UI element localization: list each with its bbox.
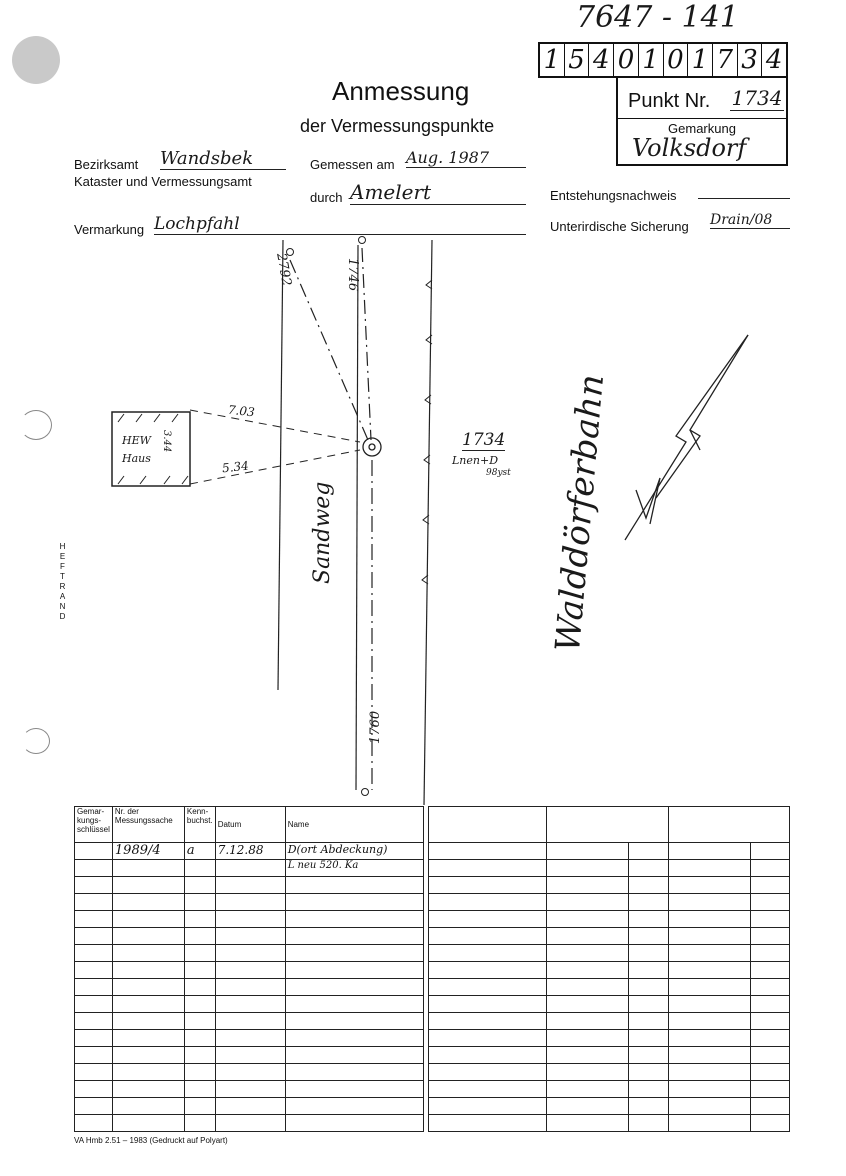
house-dimension: 3.44 — [161, 430, 172, 453]
table-cell — [751, 979, 790, 996]
table-cell — [75, 928, 113, 945]
table-cell — [184, 1064, 215, 1081]
table-cell — [629, 1098, 669, 1115]
entstehung-label: Entstehungsnachweis — [550, 188, 677, 203]
table-cell — [669, 1030, 751, 1047]
id-digit: 0 — [664, 44, 689, 76]
table-cell — [112, 1013, 184, 1030]
table-cell — [184, 945, 215, 962]
table-cell — [112, 860, 184, 877]
table-cell — [629, 894, 669, 911]
main-point-note: Lnen+D — [452, 454, 499, 467]
table-cell — [184, 894, 215, 911]
table-cell — [215, 979, 285, 996]
table-cell — [429, 1064, 547, 1081]
table-cell — [547, 928, 629, 945]
survey-point-marker — [362, 789, 369, 796]
table-cell — [429, 894, 547, 911]
record-table-right — [428, 806, 790, 1132]
table-cell — [75, 996, 113, 1013]
table-cell — [215, 1081, 285, 1098]
table-cell — [75, 1064, 113, 1081]
bezirksamt-label: Bezirksamt — [74, 157, 139, 172]
table-row — [429, 979, 790, 996]
table-cell — [751, 928, 790, 945]
table-row — [429, 996, 790, 1013]
table-cell — [669, 928, 751, 945]
table-cell — [184, 911, 215, 928]
table-row — [75, 1081, 424, 1098]
table-cell — [75, 1081, 113, 1098]
table-cell — [75, 962, 113, 979]
table-cell — [112, 1081, 184, 1098]
gemessen-value: Aug. 1987 — [406, 148, 526, 168]
id-digit: 4 — [589, 44, 614, 76]
table-cell — [629, 1030, 669, 1047]
table-row — [429, 1030, 790, 1047]
table-cell — [669, 1098, 751, 1115]
table-cell — [215, 1098, 285, 1115]
page-title: Anmessung — [332, 76, 470, 106]
table-cell — [215, 1064, 285, 1081]
table-cell — [547, 1047, 629, 1064]
table-cell — [751, 911, 790, 928]
table-cell — [751, 1013, 790, 1030]
table-cell — [669, 877, 751, 894]
id-digit: 1 — [688, 44, 713, 76]
table-row — [429, 843, 790, 860]
table-cell — [669, 843, 751, 860]
table-cell — [112, 877, 184, 894]
table-cell — [751, 1081, 790, 1098]
table-cell — [75, 945, 113, 962]
table-cell — [629, 843, 669, 860]
table-cell — [669, 1064, 751, 1081]
table-cell — [285, 1081, 423, 1098]
table-cell — [629, 911, 669, 928]
table-row — [75, 1013, 424, 1030]
table-cell — [429, 1013, 547, 1030]
street-edge-line — [356, 245, 358, 790]
house-label: Haus — [122, 452, 151, 465]
table-cell — [75, 1030, 113, 1047]
main-point-label: 1734 — [462, 430, 506, 450]
table-cell — [75, 1013, 113, 1030]
table-cell — [184, 928, 215, 945]
street-name: Sandweg — [310, 481, 335, 584]
punkt-value: 1734 — [731, 86, 783, 110]
point-label-2792: 2792 — [273, 252, 294, 288]
table-cell — [751, 945, 790, 962]
col-header: Kenn-buchst. — [184, 807, 215, 843]
table-row — [75, 962, 424, 979]
table-cell — [547, 1081, 629, 1098]
table-row — [75, 843, 424, 860]
table-cell — [629, 945, 669, 962]
table-cell — [751, 962, 790, 979]
table-cell — [215, 1013, 285, 1030]
table-cell — [429, 996, 547, 1013]
table-cell — [429, 1098, 547, 1115]
table-cell — [285, 928, 423, 945]
railway-line — [424, 240, 432, 805]
table-row — [429, 894, 790, 911]
table-cell — [215, 1030, 285, 1047]
table-cell — [184, 996, 215, 1013]
survey-point-marker — [359, 237, 366, 244]
table-row — [75, 1115, 424, 1132]
table-cell — [751, 843, 790, 860]
bezirksamt-value: Wandsbek — [160, 148, 286, 170]
table-cell — [184, 1047, 215, 1064]
table-cell — [285, 962, 423, 979]
table-cell — [285, 945, 423, 962]
street-edge-line — [278, 240, 283, 690]
table-row — [75, 877, 424, 894]
table-cell — [75, 843, 113, 860]
table-row — [75, 911, 424, 928]
table-cell — [429, 1047, 547, 1064]
table-cell — [75, 979, 113, 996]
table-cell — [215, 911, 285, 928]
table-cell — [629, 877, 669, 894]
table-cell — [112, 1030, 184, 1047]
sicherung-label: Unterirdische Sicherung — [550, 219, 689, 234]
table-cell — [215, 996, 285, 1013]
table-cell: D(ort Abdeckung) — [285, 843, 423, 860]
table-row — [75, 1098, 424, 1115]
table-cell — [751, 1064, 790, 1081]
table-cell — [669, 1115, 751, 1132]
id-digit: 1 — [540, 44, 565, 76]
table-row — [75, 1030, 424, 1047]
table-row — [75, 1047, 424, 1064]
table-cell — [285, 894, 423, 911]
table-cell — [112, 996, 184, 1013]
house-outline — [112, 412, 190, 486]
durch-label: durch — [310, 190, 343, 205]
table-row — [429, 860, 790, 877]
table-cell — [751, 1047, 790, 1064]
table-row — [75, 979, 424, 996]
main-point-note: 98yst — [486, 468, 511, 478]
amt-label: Kataster und Vermessungsamt — [74, 174, 252, 189]
table-cell — [429, 945, 547, 962]
table-cell — [285, 1047, 423, 1064]
id-digit: 7 — [713, 44, 738, 76]
table-cell — [184, 1098, 215, 1115]
vermarkung-label: Vermarkung — [74, 222, 145, 237]
distance-label-lower: 5.34 — [221, 458, 250, 476]
id-digit: 3 — [738, 44, 763, 76]
table-row — [75, 945, 424, 962]
form-footer: VA Hmb 2.51 – 1983 (Gedruckt auf Polyart) — [74, 1136, 228, 1145]
table-cell — [547, 1098, 629, 1115]
table-cell — [547, 1030, 629, 1047]
table-cell — [629, 962, 669, 979]
point-label-1760: 1760 — [368, 710, 383, 744]
table-cell — [285, 996, 423, 1013]
table-row — [429, 1098, 790, 1115]
table-cell — [547, 996, 629, 1013]
table-cell — [429, 962, 547, 979]
table-row — [429, 1115, 790, 1132]
table-cell — [184, 979, 215, 996]
table-row — [429, 928, 790, 945]
id-digit: 0 — [614, 44, 639, 76]
table-cell — [215, 928, 285, 945]
table-row — [75, 1064, 424, 1081]
table-cell: 7.12.88 — [215, 843, 285, 860]
table-cell — [215, 894, 285, 911]
table-row — [429, 962, 790, 979]
main-point-marker — [363, 438, 381, 456]
table-cell — [669, 996, 751, 1013]
point-label-1746: 1746 — [345, 258, 360, 292]
table-cell — [215, 877, 285, 894]
table-cell — [75, 877, 113, 894]
gemessen-label: Gemessen am — [310, 157, 395, 172]
table-row — [429, 1081, 790, 1098]
record-table-left — [74, 806, 424, 1132]
table-row — [75, 860, 424, 877]
table-cell — [429, 877, 547, 894]
table-cell — [429, 1115, 547, 1132]
table-cell — [547, 1013, 629, 1030]
table-cell — [112, 928, 184, 945]
vermarkung-value: Lochpfahl — [154, 214, 526, 235]
table-cell — [429, 979, 547, 996]
table-cell — [215, 1115, 285, 1132]
table-cell — [669, 860, 751, 877]
table-cell — [547, 894, 629, 911]
table-row — [75, 928, 424, 945]
table-cell — [429, 1081, 547, 1098]
table-cell — [751, 1030, 790, 1047]
table-cell — [112, 1047, 184, 1064]
table-cell — [215, 962, 285, 979]
table-cell — [429, 843, 547, 860]
sicherung-value: Drain/08 — [710, 212, 790, 229]
table-cell — [547, 1064, 629, 1081]
gemarkung-value: Volksdorf — [632, 134, 747, 162]
table-cell — [751, 1115, 790, 1132]
table-row — [75, 996, 424, 1013]
archive-number: 7647 - 141 — [576, 0, 739, 35]
heftrand-label: HEFTRAND — [58, 542, 67, 622]
id-digit: 4 — [765, 45, 783, 75]
col-header: Nr. der Messungssache — [112, 807, 184, 843]
table-cell — [184, 1013, 215, 1030]
table-cell — [751, 877, 790, 894]
durch-value: Amelert — [350, 180, 526, 205]
table-cell — [285, 1064, 423, 1081]
table-cell — [629, 1013, 669, 1030]
col-header: Name — [285, 807, 423, 843]
table-row — [75, 894, 424, 911]
north-arrow-icon — [625, 335, 748, 540]
table-cell — [75, 1098, 113, 1115]
table-cell — [215, 860, 285, 877]
table-cell — [547, 860, 629, 877]
table-cell — [184, 1030, 215, 1047]
table-cell — [285, 979, 423, 996]
table-cell — [112, 894, 184, 911]
table-cell — [629, 1081, 669, 1098]
table-cell — [669, 1013, 751, 1030]
table-cell — [669, 911, 751, 928]
table-cell — [75, 1115, 113, 1132]
table-cell — [285, 1115, 423, 1132]
table-cell — [629, 979, 669, 996]
table-row — [429, 1064, 790, 1081]
table-cell — [285, 1030, 423, 1047]
measurement-line — [362, 248, 371, 440]
table-cell — [285, 911, 423, 928]
table-row — [429, 945, 790, 962]
table-cell: L neu 520. Ka — [285, 860, 423, 877]
table-cell — [547, 843, 629, 860]
table-cell — [751, 1098, 790, 1115]
table-cell — [629, 928, 669, 945]
table-cell — [629, 1115, 669, 1132]
table-cell — [285, 877, 423, 894]
table-cell — [669, 1081, 751, 1098]
table-cell — [629, 996, 669, 1013]
table-cell — [112, 911, 184, 928]
table-cell — [751, 996, 790, 1013]
table-cell — [184, 962, 215, 979]
table-row — [429, 1013, 790, 1030]
table-cell — [184, 877, 215, 894]
table-cell — [184, 1115, 215, 1132]
col-header: Datum — [215, 807, 285, 843]
table-cell — [75, 894, 113, 911]
table-row — [429, 1047, 790, 1064]
table-cell — [547, 945, 629, 962]
table-cell — [285, 1013, 423, 1030]
table-cell — [215, 1047, 285, 1064]
table-cell — [669, 894, 751, 911]
gemarkung-label: Gemarkung — [668, 121, 736, 136]
table-cell: a — [184, 843, 215, 860]
table-cell — [629, 1047, 669, 1064]
table-cell — [75, 1047, 113, 1064]
col-header: Gemar-kungs-schlüssel — [75, 807, 113, 843]
table-row — [429, 911, 790, 928]
table-cell — [669, 979, 751, 996]
id-digit: 1 — [639, 44, 664, 76]
house-hatching — [118, 414, 188, 484]
table-cell — [547, 962, 629, 979]
table-cell — [751, 860, 790, 877]
table-cell — [429, 911, 547, 928]
table-cell — [112, 962, 184, 979]
table-cell — [112, 1115, 184, 1132]
table-cell — [184, 1081, 215, 1098]
table-cell — [547, 877, 629, 894]
table-cell — [429, 928, 547, 945]
house-label: HEW — [122, 434, 151, 447]
table-cell — [429, 860, 547, 877]
table-cell — [75, 860, 113, 877]
id-digit: 5 — [565, 44, 590, 76]
table-cell — [75, 911, 113, 928]
table-cell — [547, 1115, 629, 1132]
table-cell — [669, 962, 751, 979]
table-cell — [184, 860, 215, 877]
table-cell — [112, 945, 184, 962]
table-cell — [429, 1030, 547, 1047]
distance-line — [190, 450, 360, 484]
distance-label-upper: 7.03 — [227, 402, 256, 420]
table-cell — [669, 945, 751, 962]
page-subtitle: der Vermessungspunkte — [300, 116, 495, 136]
distance-line — [190, 410, 360, 442]
table-cell — [547, 979, 629, 996]
table-cell — [112, 1098, 184, 1115]
table-row — [429, 877, 790, 894]
punkt-label: Punkt Nr. — [628, 90, 711, 112]
table-cell — [215, 945, 285, 962]
table-cell — [112, 1064, 184, 1081]
table-cell — [629, 860, 669, 877]
table-cell — [285, 1098, 423, 1115]
table-cell — [112, 979, 184, 996]
table-cell — [669, 1047, 751, 1064]
table-cell — [751, 894, 790, 911]
table-cell: 1989/4 — [112, 843, 184, 860]
table-cell — [629, 1064, 669, 1081]
railway-name: Walddörferbahn — [548, 372, 613, 654]
table-cell — [547, 911, 629, 928]
